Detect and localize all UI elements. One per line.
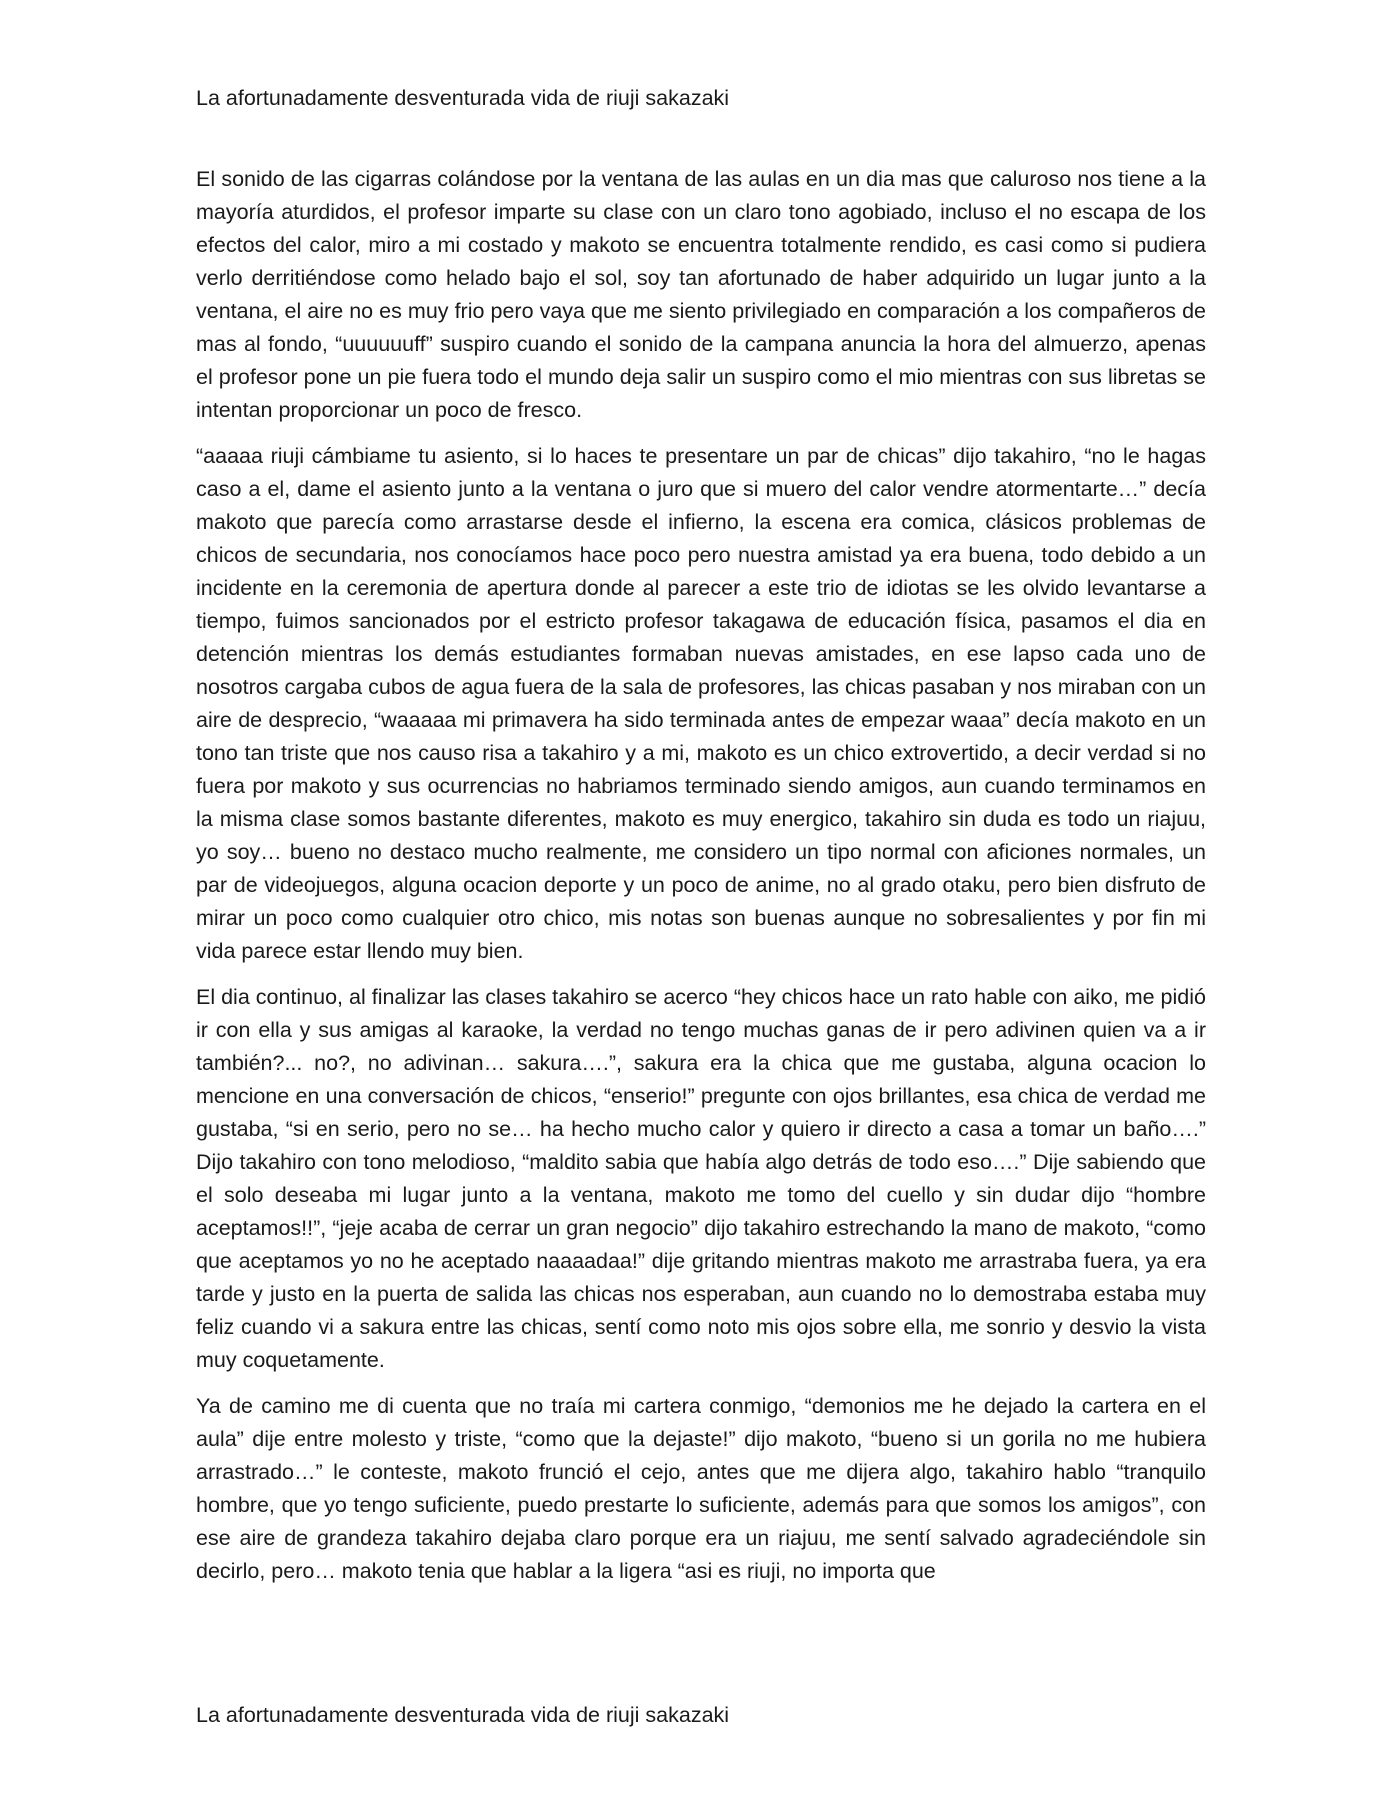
paragraph-1: El sonido de las cigarras colándose por la ventana de las aulas en un dia mas que caluroso nos tiene a la mayoría aturdidos, el profesor imparte su clase con un claro tono agobiado, incluso el no escapa de los efectos del calor, miro a mi costado y makoto se encuentra totalmente rendido, es casi como si pudiera verlo derritiéndose como helado bajo el sol, soy tan afortunado de haber adquirido un lugar junto a la ventana, el aire no es muy frio pero vaya que me siento privilegiado en comparación a los compañeros de mas al fondo, “uuuuuuff” suspiro cuando el sonido de la campana anuncia la hora del almuerzo, apenas el profesor pone un pie fuera todo el mundo deja salir un suspiro como el mio mientras con sus libretas se intentan proporcionar un poco de fresco.: [196, 167, 1206, 422]
page-footer-title: La afortunadamente desventurada vida de riuji sakazaki: [196, 1703, 730, 1727]
paragraph-4: Ya de camino me di cuenta que no traía mi cartera conmigo, “demonios me he dejado la cartera en el aula” dije entre molesto y triste, “como que la dejaste!” dijo makoto, “bueno si un gorila no me hubiera arrastrado…” le conteste, makoto frunció el cejo, antes que me dijera algo, takahiro hablo “tranquilo hombre, que yo tengo suficiente, puedo prestarte lo suficiente, además para que somos los amigos”, con ese aire de grandeza takahiro dejaba claro porque era un riajuu, me sentí salvado agradeciéndole sin decirlo, pero… makoto tenia que hablar a la ligera “asi es riuji, no importa que: [196, 1394, 1206, 1583]
page-header-title: La afortunadamente desventurada vida de riuji sakazaki: [196, 86, 730, 110]
paragraph-3: El dia continuo, al finalizar las clases takahiro se acerco “hey chicos hace un rato hable con aiko, me pidió ir con ella y sus amigas al karaoke, la verdad no tengo muchas ganas de ir pero adivinen quien va a ir también?... no?, no adivinan… sakura….”, sakura era la chica que me gustaba, alguna ocacion lo mencione en una conversación de chicos, “enserio!” pregunte con ojos brillantes, esa chica de verdad me gustaba, “si en serio, pero no se… ha hecho mucho calor y quiero ir directo a casa a tomar un baño….” Dijo takahiro con tono melodioso, “maldito sabia que había algo detrás de todo eso….” Dije sabiendo que el solo deseaba mi lugar junto a la ventana, makoto me tomo del cuello y sin dudar dijo “hombre aceptamos!!”, “jeje acaba de cerrar un gran negocio” dijo takahiro estrechando la mano de makoto, “como que aceptamos yo no he aceptado naaaadaa!” dije gritando mientras makoto me arrastraba fuera, ya era tarde y justo en la puerta de salida las chicas nos esperaban, aun cuando no lo demostraba estaba muy feliz cuando vi a sakura entre las chicas, sentí como noto mis ojos sobre ella, me sonrio y desvio la vista muy coquetamente.: [196, 985, 1206, 1372]
paragraph-2: “aaaaa riuji cámbiame tu asiento, si lo haces te presentare un par de chicas” dijo takahiro, “no le hagas caso a el, dame el asiento junto a la ventana o juro que si muero del calor vendre atormentarte…” decía makoto que parecía como arrastarse desde el infierno, la escena era comica, clásicos problemas de chicos de secundaria, nos conocíamos hace poco pero nuestra amistad ya era buena, todo debido a un incidente en la ceremonia de apertura donde al parecer a este trio de idiotas se les olvido levantarse a tiempo, fuimos sancionados por el estricto profesor takagawa de educación física, pasamos el dia en detención mientras los demás estudiantes formaban nuevas amistades, en ese lapso cada uno de nosotros cargaba cubos de agua fuera de la sala de profesores, las chicas pasaban y nos miraban con un aire de desprecio, “waaaaa mi primavera ha sido terminada antes de empezar waaa” decía makoto en un tono tan triste que nos causo risa a takahiro y a mi, makoto es un chico extrovertido, a decir verdad si no fuera por makoto y sus ocurrencias no habriamos terminado siendo amigos, aun cuando terminamos en la misma clase somos bastante diferentes, makoto es muy energico, takahiro sin duda es todo un riajuu, yo soy… bueno no destaco mucho realmente, me considero un tipo normal con aficiones normales, un par de videojuegos, alguna ocacion deporte y un poco de anime, no al grado otaku, pero bien disfruto de mirar un poco como cualquier otro chico, mis notas son buenas aunque no sobresalientes y por fin mi vida parece estar llendo muy bien.: [196, 444, 1206, 963]
document-body: [196, 163, 1206, 1601]
